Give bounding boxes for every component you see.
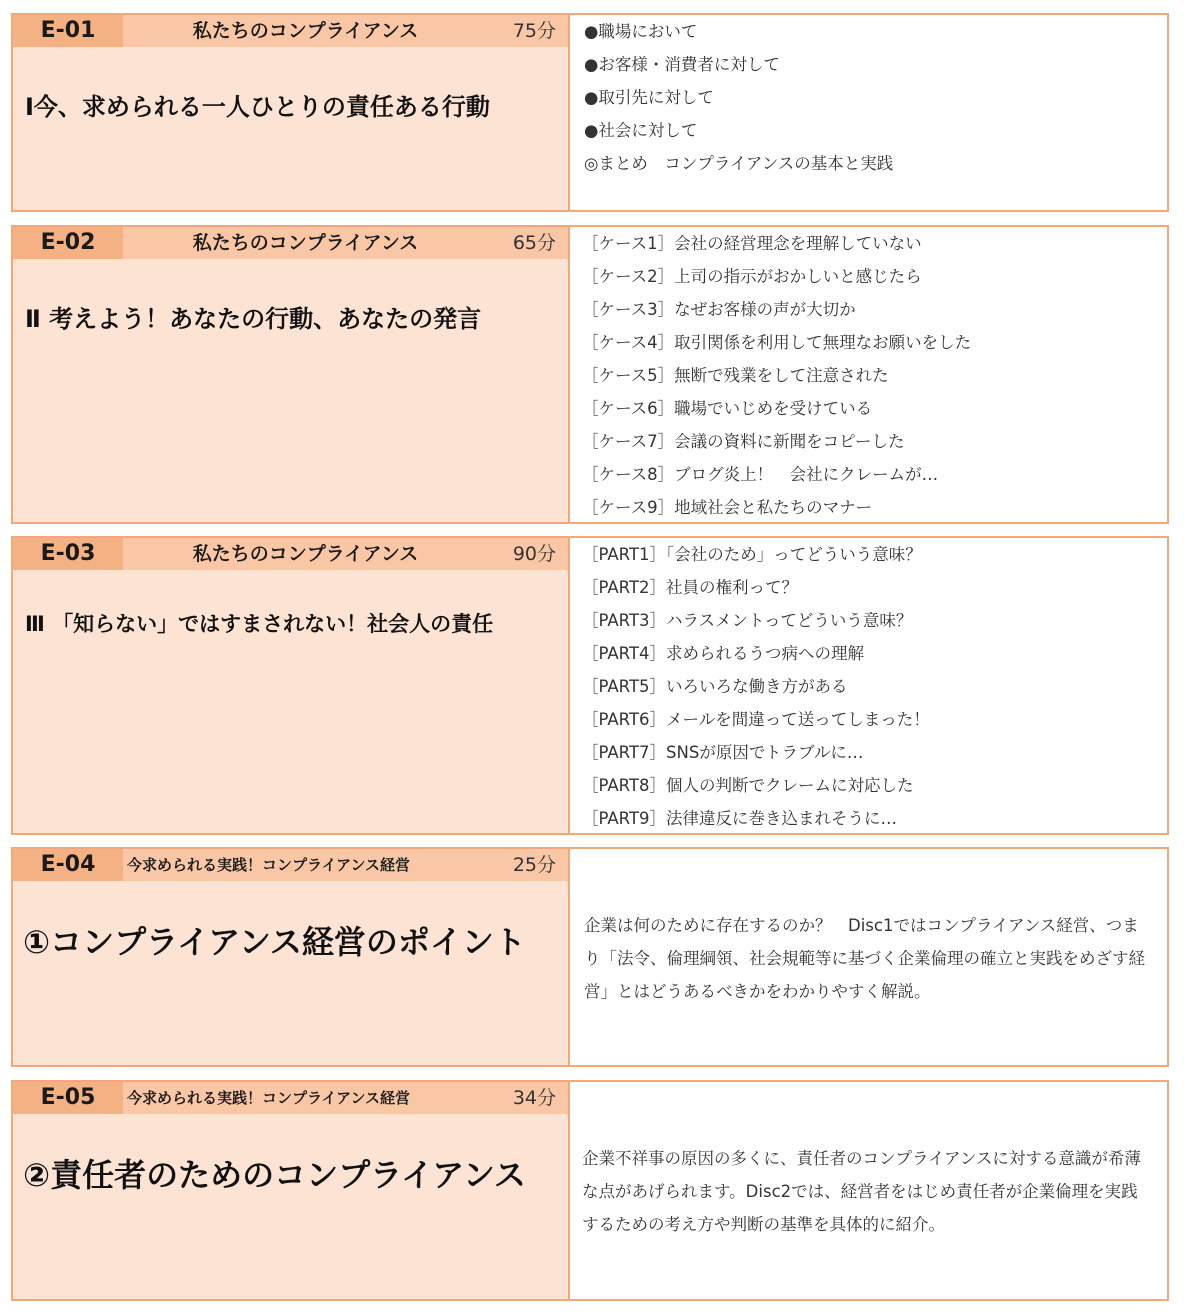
list-item: ［PART6］メールを間違って送ってしまった！: [582, 710, 930, 729]
program-code: E-03: [13, 538, 123, 570]
list-item: ［PART3］ハラスメントってどういう意味？: [582, 611, 913, 630]
list-item: ●社会に対して: [584, 121, 698, 140]
program-title: ②責任者のためのコンプライアンス: [23, 1156, 526, 1194]
card-left-panel: [13, 1082, 570, 1299]
list-item: ●取引先に対して: [584, 88, 714, 107]
list-item: ［ケース8］ブログ炎上！ 会社にクレームが…: [582, 465, 939, 484]
list-item: ［ケース2］上司の指示がおかしいと感じたら: [582, 267, 922, 286]
duration: 75分: [512, 20, 556, 42]
duration: 65分: [512, 232, 556, 254]
list-item: ［PART5］いろいろな働き方がある: [582, 677, 848, 696]
list-item: ［ケース6］職場でいじめを受けている: [582, 399, 873, 418]
series-name: 今求められる実践！コンプライアンス経営: [127, 856, 411, 874]
program-card-e04: [11, 847, 1169, 1067]
program-code: E-04: [13, 849, 123, 881]
list-item: ［ケース3］なぜお客様の声が大切か: [582, 300, 856, 319]
list-item: ●職場において: [584, 22, 698, 41]
card-header: [13, 227, 568, 259]
list-item: ［ケース4］取引関係を利用して無理なお願いをした: [582, 333, 972, 352]
program-code: E-02: [13, 227, 123, 259]
program-code: E-05: [13, 1082, 123, 1114]
program-title: Ⅲ 「知らない」ではすまされない！社会人の責任: [25, 612, 494, 636]
program-title: Ⅱ 考えよう！あなたの行動、あなたの発言: [25, 305, 482, 333]
program-card-e03: [11, 536, 1169, 835]
program-title: ①コンプライアンス経営のポイント: [23, 923, 526, 961]
list-item: ◎まとめ コンプライアンスの基本と実践: [584, 154, 894, 173]
program-card-e01: [11, 13, 1169, 212]
list-item: ［ケース1］会社の経営理念を理解していない: [582, 234, 922, 253]
case-list: [582, 229, 1157, 526]
program-title: Ⅰ今、求められる一人ひとりの責任ある行動: [25, 93, 490, 121]
card-header: [13, 1082, 568, 1114]
program-code: E-01: [13, 15, 123, 47]
list-item: ［PART1］「会社のため」ってどういう意味？: [582, 545, 922, 564]
program-card-e05: [11, 1080, 1169, 1301]
card-header: [13, 849, 568, 881]
duration: 90分: [512, 543, 556, 565]
card-header: [13, 538, 568, 570]
list-item: ●お客様・消費者に対して: [584, 55, 780, 74]
series-name: 私たちのコンプライアンス: [192, 232, 419, 254]
card-left-panel: [13, 538, 570, 833]
list-item: ［PART2］社員の権利って？: [582, 578, 799, 597]
list-item: ［PART7］SNSが原因でトラブルに…: [582, 743, 864, 762]
list-item: ［PART4］求められるうつ病への理解: [582, 644, 865, 663]
list-item: ［ケース7］会議の資料に新聞をコピーした: [582, 432, 905, 451]
card-left-panel: [13, 849, 570, 1065]
topic-list: [584, 17, 1157, 182]
duration: 25分: [512, 854, 556, 876]
program-description: 企業不祥事の原因の多くに、責任者のコンプライアンスに対する意識が希薄な点があげられます。Disc2では、経営者をはじめ責任者が企業倫理を実践するための考え方や判断の基準を具体的に紹介。: [582, 1149, 1141, 1234]
series-name: 私たちのコンプライアンス: [192, 20, 419, 42]
list-item: ［ケース5］無断で残業をして注意された: [582, 366, 889, 385]
program-card-e02: [11, 225, 1169, 524]
list-item: ［PART8］個人の判断でクレームに対応した: [582, 776, 914, 795]
list-item: ［ケース9］地域社会と私たちのマナー: [582, 498, 873, 517]
card-left-panel: [13, 15, 570, 210]
list-item: ［PART9］法律違反に巻き込まれそうに…: [582, 809, 898, 828]
program-description: 企業は何のために存在するのか？ Disc1ではコンプライアンス経営、つまり「法令、倫理綱領、社会規範等に基づく企業倫理の確立と実践をめざす経営」とはどうあるべきかをわかりやすく解説。: [584, 916, 1145, 1001]
part-list: [582, 540, 1157, 837]
card-header: [13, 15, 568, 47]
card-left-panel: [13, 227, 570, 522]
series-name: 私たちのコンプライアンス: [192, 543, 419, 565]
duration: 34分: [512, 1087, 556, 1109]
series-name: 今求められる実践！コンプライアンス経営: [127, 1089, 411, 1107]
